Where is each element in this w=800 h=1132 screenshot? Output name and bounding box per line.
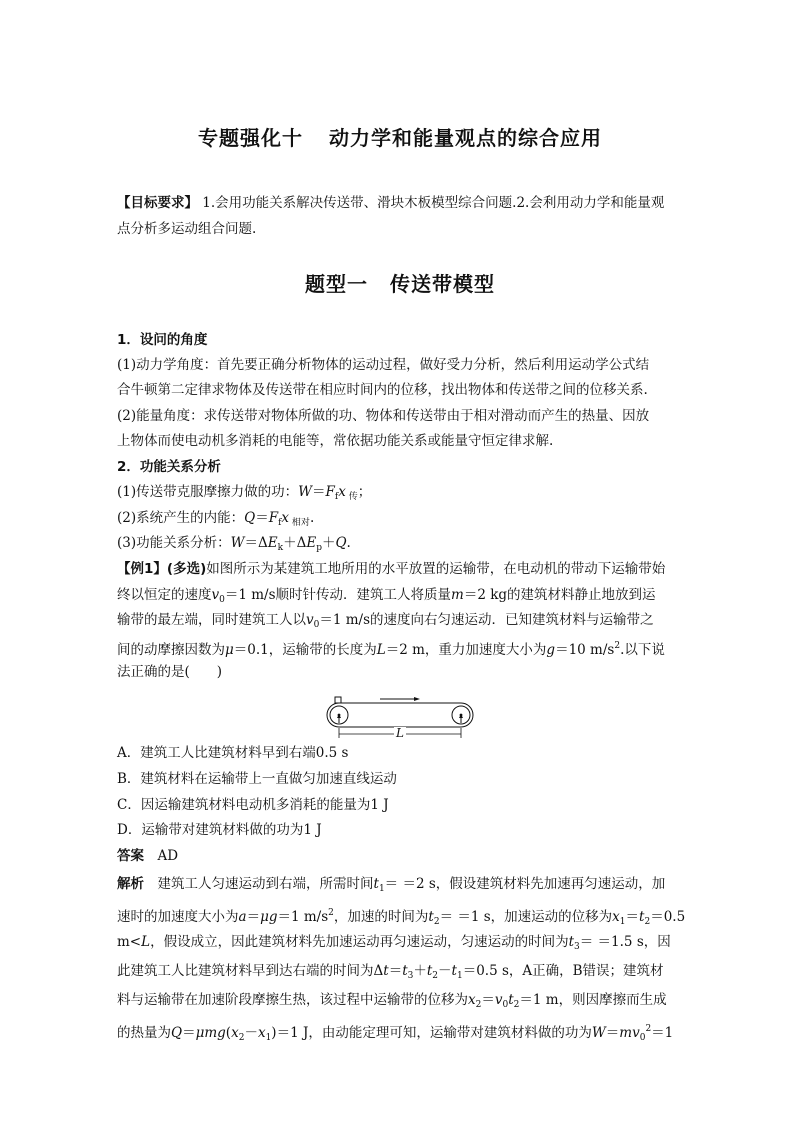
analysis-text-5b: ＝1 m，则因摩擦而生成 [519, 992, 667, 1008]
answer-value: AD [157, 848, 179, 864]
point1-para2-line2: 上物体而使电动机多消耗的电能等，常依据功能关系或能量守恒定律求解. [117, 433, 554, 449]
goal-tag: 【目标要求】 [117, 195, 198, 211]
analysis-text-4b: ＝0.5 s，A正确，B错误；建筑材 [462, 963, 664, 979]
analysis-line3: m<L，假设成立，因此建筑材料先加速运动再匀速运动，匀速运动的时间为$t_3= =1.5$ s，因 [117, 934, 671, 952]
example-text-2c: ＝2 kg的建筑材料静止地放到运 [463, 587, 656, 603]
point2-item2: (2)系统产生的内能：$Q=F_fx$ $_{相对}$. [117, 510, 315, 528]
option-d: D．运输带对建筑材料做的功为1 J [117, 822, 322, 838]
left-pulley-arrowhead [337, 714, 341, 718]
example-type: (多选) [166, 561, 207, 577]
analysis-text-4a: 此建筑工人比建筑材料早到达右端的时间为 [117, 963, 374, 979]
analysis-text-6b: ＝1 J，由动能定理可知，运输带对建筑材料做的功为 [276, 1025, 592, 1041]
analysis-text-2c: ，加速的时间为 [333, 909, 429, 925]
answer-label: 答案 [117, 848, 144, 864]
analysis-text-3c: ＝ ＝1.5 s，因 [579, 934, 671, 950]
example-line4: 间的动摩擦因数为μ＝0.1，运输带的长度为L＝2 m，重力加速度大小为g＝10 $m/s^2$.以下说 [117, 641, 665, 658]
analysis-text-2b: ＝1 m/s [277, 909, 329, 925]
analysis-text-5a: 料与运输带在加速阶段摩擦生热，该过程中运输带的位移为 [117, 992, 468, 1008]
example-text-3b: ＝1 m/s的速度向右匀速运动．已知建筑材料与运输带之 [319, 612, 654, 628]
example-text-4b: ＝0.1，运输带的长度为 [233, 642, 377, 658]
point2-item1-text: (1)传送带克服摩擦力做的功： [117, 484, 299, 500]
length-label: L [396, 726, 404, 740]
analysis-text-1a: 建筑工人匀速运动到右端，所需时间 [157, 876, 374, 892]
point2-item3-text: (3)功能关系分析： [117, 535, 231, 551]
example-text-2a: 终以恒定的速度 [117, 587, 212, 603]
example-line3: 输带的最左端，同时建筑工人以$v_0=1$ m/s的速度向右匀速运动．已知建筑材料与运输带之 [117, 612, 654, 630]
example-text-4e: .以下说 [620, 642, 665, 658]
example-tag: 【例1】 [117, 561, 167, 577]
analysis-text-2e: ＝0.5 [650, 909, 686, 925]
title-left: 专题强化十 [198, 126, 303, 150]
example-line5: 法正确的是( ) [117, 664, 223, 680]
point1-para1-line1: (1)动力学角度：首先要正确分析物体的运动过程，做好受力分析，然后利用运动学公式结 [117, 357, 650, 373]
option-c: C．因运输建筑材料电动机多消耗的能量为1 J [117, 797, 389, 813]
analysis-text-3a: m< [117, 934, 142, 950]
point2-item2-sub: 相对 [291, 518, 310, 528]
point2-item2-text: (2)系统产生的内能： [117, 510, 245, 526]
analysis-text-3b: ，假设成立，因此建筑材料先加速运动再匀速运动，匀速运动的时间为 [150, 934, 569, 950]
analysis-text-1b: ＝ ＝2 s，假设建筑材料先加速再匀速运动，加 [384, 876, 666, 892]
title-right: 动力学和能量观点的综合应用 [329, 126, 602, 150]
section-title-left: 题型一 [305, 272, 368, 296]
point2-item1: (1)传送带克服摩擦力做的功：$W=F_fx$ $_传$； [117, 484, 372, 502]
goal-text-1: 1.会用功能关系解决传送带、滑块木板模型综合问题.2.会利用动力学和能量观 [198, 195, 665, 211]
example-line2: 终以恒定的速度$v_0=1$ m/s顺时针传动．建筑工人将质量m＝2 kg的建筑材料静止地放到运 [117, 587, 656, 605]
analysis-label: 解析 [117, 876, 144, 892]
answer [117, 846, 683, 866]
material-block [335, 697, 341, 703]
analysis-line4: 此建筑工人比建筑材料早到达右端的时间为$\Delta t=t_3+t_2-t_1=0.5$ s，A正确，B错误；建筑材 [117, 963, 664, 981]
analysis-line1: 解析 建筑工人匀速运动到右端，所需时间$t_1= =2$ s，假设建筑材料先加速再匀速运动，加 [117, 876, 666, 894]
point2-heading: 2．功能关系分析 [117, 459, 221, 475]
velocity-arrowhead [414, 697, 420, 701]
option-b: B．建筑材料在运输带上一直做匀加速直线运动 [117, 771, 397, 787]
analysis-text-6c: ＝1 [651, 1025, 674, 1041]
option-a: A．建筑工人比建筑材料早到右端0.5 s [117, 745, 349, 761]
section-title [0, 268, 800, 297]
example-text-1: 如图所示为某建筑工地所用的水平放置的运输带，在电动机的带动下运输带始 [206, 561, 666, 577]
example-text-4c: ＝2 m，重力加速度大小为 [385, 642, 547, 658]
analysis-text-2d: ＝ ＝1 s，加速运动的位移为 [439, 909, 613, 925]
example-text-3a: 输带的最左端，同时建筑工人以 [117, 612, 306, 628]
conveyor-belt-figure [322, 694, 482, 742]
example-line1 [117, 559, 683, 579]
page-title [0, 122, 800, 151]
point2-item3: (3)功能关系分析：$W=\Delta E_k+\Delta E_p+Q$. [117, 535, 351, 553]
right-pulley-arrowhead [459, 714, 463, 718]
analysis-line2: 速时的加速度大小为a＝μg＝1 $m/s^2$，加速的时间为$t_2= =1$ s，加速运动的位移为$x_1=t_2=0.5$ [117, 908, 686, 927]
example-text-2b: ＝1 m/s顺时针传动．建筑工人将质量 [224, 587, 452, 603]
analysis-line6: 的热量为$Q=\mu mg(x_2-x_1)=1$ J，由动能定理可知，运输带对建筑材料做的功为$W=mv_0^2=1$ [117, 1024, 674, 1043]
example-text-4d: ＝10 m/s [555, 642, 615, 658]
analysis-text-2a: 速时的加速度大小为 [117, 909, 239, 925]
point1-para2-line1: (2)能量角度：求传送带对物体所做的功、物体和传送带由于相对滑动而产生的热量、因放 [117, 408, 650, 424]
point1-heading: 1．设问的角度 [117, 332, 208, 348]
point2-item1-sub: 传 [348, 492, 358, 502]
analysis-line5: 料与运输带在加速阶段摩擦生热，该过程中运输带的位移为$x_2=v_0t_2=1$ m，则因摩擦而生成 [117, 992, 667, 1010]
section-title-right: 传送带模型 [390, 272, 495, 296]
learning-goals [117, 190, 683, 242]
example-text-4a: 间的动摩擦因数为 [117, 642, 225, 658]
point1-para1-line2: 合牛顿第二定律求物体及传送带在相应时间内的位移，找出物体和传送带之间的位移关系. [117, 382, 648, 398]
analysis-text-6a: 的热量为 [117, 1025, 171, 1041]
goal-text-2: 点分析多运动组合问题. [117, 221, 257, 237]
